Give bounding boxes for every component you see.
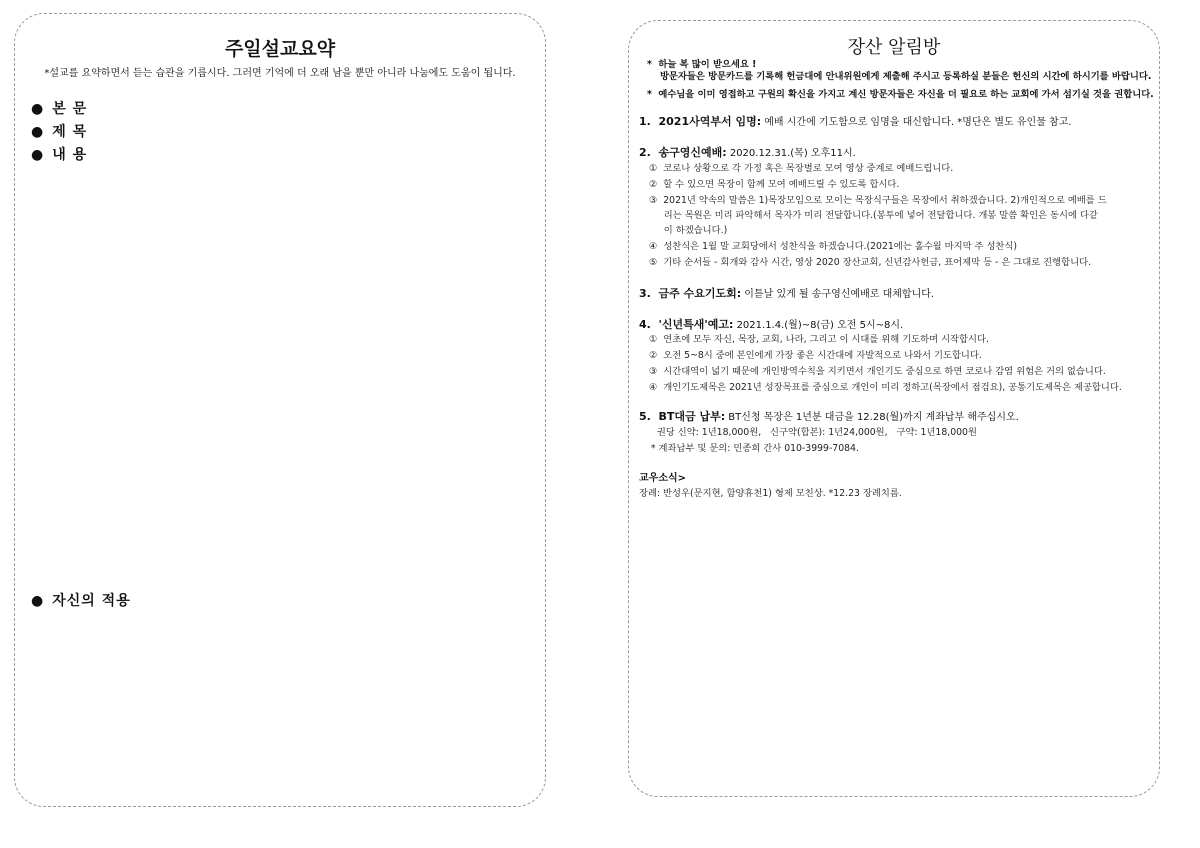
- section-2-item: ③ 2021년 약속의 말씀은 1)목장모임으로 모이는 목장식구들은 목장에서 취하겠습니다. 2)개인적으로 예배를 드: [649, 195, 1107, 206]
- section-5-item: * 계좌납부 및 문의: 민종희 간사 010-3999-7084.: [645, 443, 859, 454]
- bullet-application-label: 자신의 적용: [52, 593, 131, 609]
- section-3-heading: 3. 금주 수요기도회:: [639, 287, 742, 300]
- section-5-heading: 5. BT대금 납부:: [639, 410, 726, 423]
- section-4: [639, 319, 903, 332]
- notice-visitors: 방문자들은 방문카드를 기록해 헌금대에 안내위원에게 제출해 주시고 등록하실 분들은 헌신의 시간에 하시기를 바랍니다.: [647, 71, 1152, 82]
- church-news-heading: 교우소식>: [639, 473, 687, 484]
- bullet-scripture-label: 본 문: [52, 101, 88, 117]
- section-3: [639, 288, 934, 301]
- bullet-application: [31, 590, 131, 610]
- section-4-item: ③ 시간대역이 넓기 때문에 개인방역수칙을 지키면서 개인기도 중심으로 하면 코로나 감염 위험은 거의 없습니다.: [649, 366, 1106, 377]
- section-4-item: ② 오전 5~8시 중에 본인에게 가장 좋은 시간대에 자발적으로 나와서 기도합니다.: [649, 350, 982, 361]
- section-1: [639, 116, 1072, 129]
- section-2-item: ⑤ 기타 순서들 - 회개와 감사 시간, 영상 2020 장산교회, 신년감사헌금, 표어제막 등 - 은 그대로 진행합니다.: [649, 257, 1092, 268]
- notice-believers: * 예수님을 이미 영접하고 구원의 확신을 가지고 계신 방문자들은 자신을 더 필요로 하는 교회에 가서 섬기실 것을 권합니다.: [647, 89, 1154, 100]
- section-4-item: ④ 개인기도제목은 2021년 성장목표를 중심으로 개인이 미리 정하고(목장에서 점검요), 공통기도제목은 제공합니다.: [649, 382, 1122, 393]
- bullet-scripture: [31, 98, 87, 118]
- bullet-dot-icon: ●: [31, 147, 45, 163]
- sermon-summary-instruction: *설교를 요약하면서 듣는 습관을 기릅시다. 그러면 기억에 더 오래 남을 뿐만 아니라 나눔에도 도움이 됩니다.: [44, 68, 516, 79]
- bullet-dot-icon: ●: [31, 101, 45, 117]
- church-news-body: 장례: 반성우(문지현, 함양휴천1) 형제 모친상. *12.23 장례치름.: [639, 488, 902, 499]
- section-5-item: 권당 신약: 1년18,000원, 신구약(합본): 1년24,000원, 구약: 1년18,000원: [645, 427, 977, 438]
- section-5-body: BT신청 목장은 1년분 대금을 12.28(월)까지 계좌납부 해주십시오.: [725, 412, 1019, 423]
- sermon-summary-title: 주일설교요약: [224, 38, 336, 60]
- section-5: [639, 411, 1019, 424]
- bullet-dot-icon: ●: [31, 593, 45, 609]
- bullet-title-label: 제 목: [52, 124, 88, 140]
- section-2-item: 이 하겠습니다.): [649, 225, 728, 236]
- bullet-content: [31, 144, 87, 164]
- section-2-body: 2020.12.31.(목) 오후11시.: [726, 148, 856, 159]
- section-2: [639, 147, 856, 160]
- section-2-heading: 2. 송구영신예배:: [639, 146, 727, 159]
- bullet-dot-icon: ●: [31, 124, 45, 140]
- notice-greeting: * 하늘 복 많이 받으세요 !: [647, 59, 757, 70]
- section-3-body: 이튿날 있게 될 송구영신예배로 대체합니다.: [741, 289, 935, 300]
- bullet-content-label: 내 용: [52, 147, 88, 163]
- section-2-item: ④ 성찬식은 1월 말 교회당에서 성찬식을 하겠습니다.(2021에는 홀수월 마지막 주 성찬식): [649, 241, 1018, 252]
- announcements-title: 장산 알림방: [847, 37, 941, 58]
- section-4-heading: 4. '신년특새'예고:: [639, 318, 734, 331]
- announcements-panel: [628, 20, 1160, 797]
- section-2-item: 리는 목원은 미리 파악해서 목자가 미리 전달합니다.(봉투에 넣어 전달합니다. 개봉 말씀 확인은 동시에 다같: [649, 210, 1098, 221]
- bullet-title: [31, 121, 87, 141]
- sermon-summary-panel: [14, 13, 546, 807]
- section-4-body: 2021.1.4.(월)~8(금) 오전 5시~8시.: [733, 320, 904, 331]
- section-1-body: 예배 시간에 기도함으로 임명을 대신합니다. *명단은 별도 유인물 참고.: [761, 117, 1072, 128]
- section-2-item: ② 할 수 있으면 목장이 함께 모여 예배드릴 수 있도록 합시다.: [649, 179, 900, 190]
- section-4-item: ① 연초에 모두 자신, 목장, 교회, 나라, 그리고 이 시대를 위해 기도하며 시작합시다.: [649, 334, 989, 345]
- section-2-item: ① 코로나 상황으로 각 가정 혹은 목장별로 모여 영상 중계로 예배드립니다.: [649, 163, 954, 174]
- section-1-heading: 1. 2021사역부서 임명:: [639, 115, 762, 128]
